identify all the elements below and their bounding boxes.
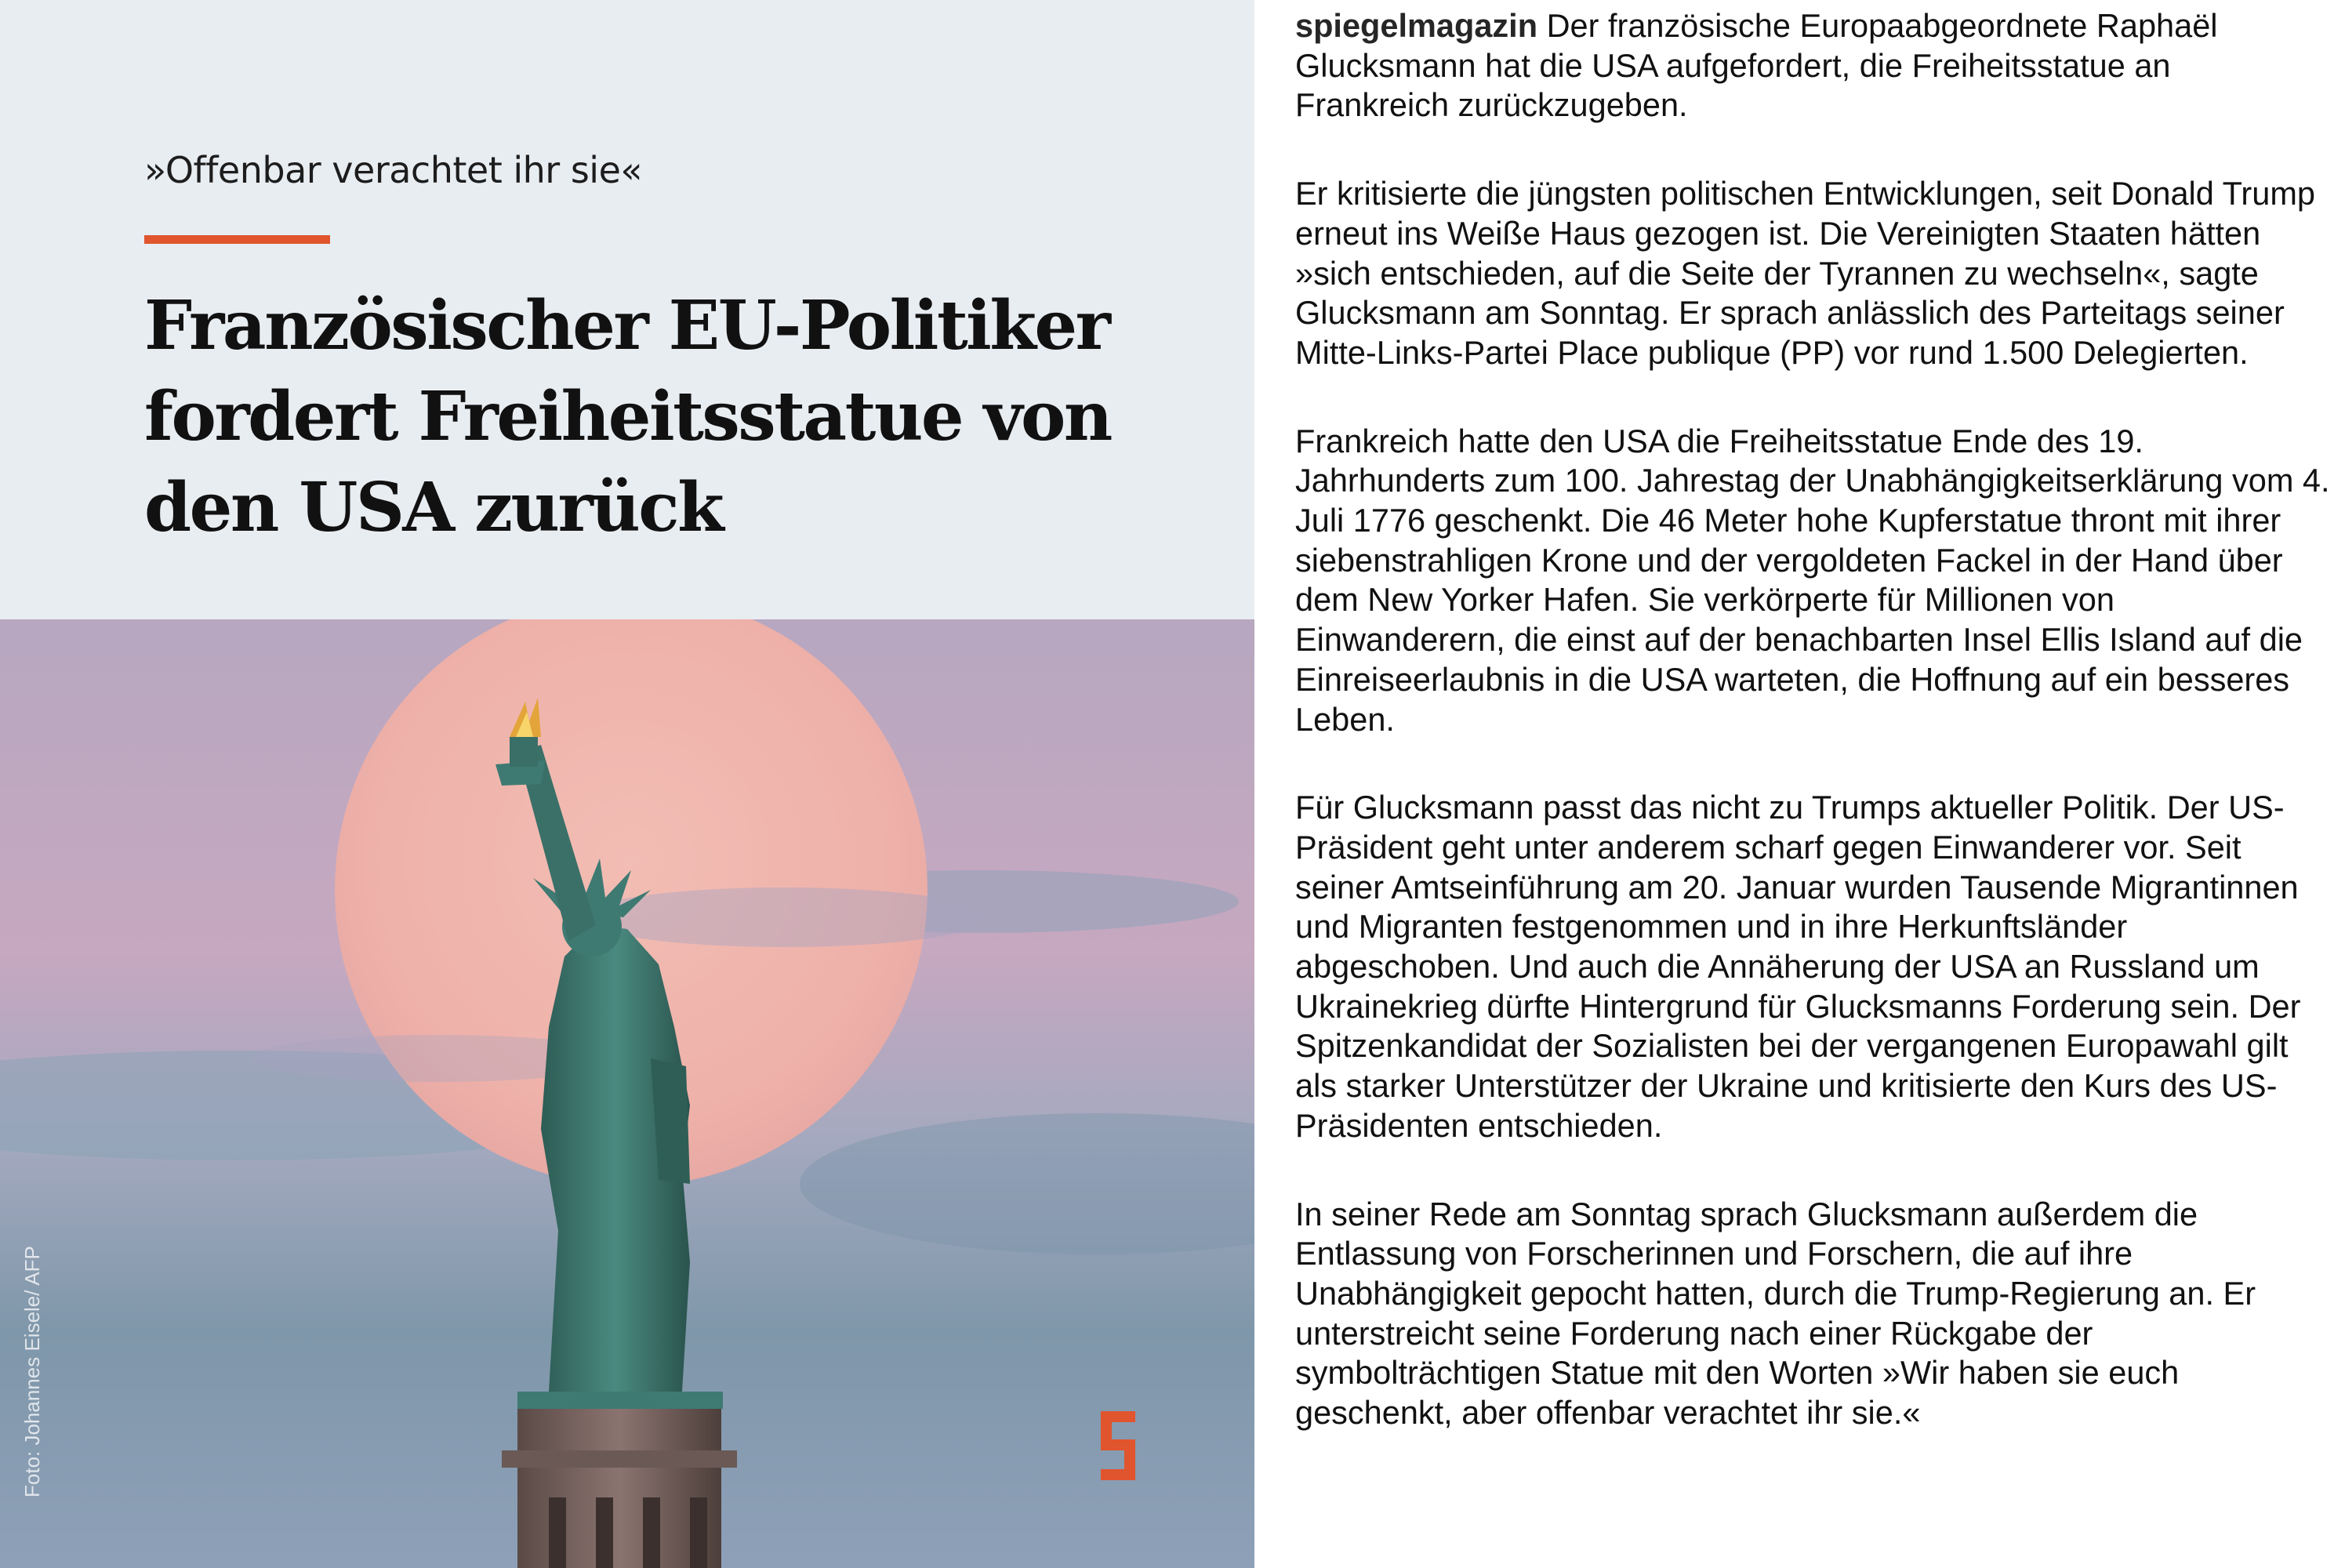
- account-username[interactable]: spiegelmagazin: [1295, 7, 1538, 44]
- spiegel-logo-icon: [1098, 1411, 1138, 1480]
- photo-credit: Foto: Johannes Eisele/ AFP: [20, 1246, 44, 1497]
- post-caption: [1295, 0, 2330, 1482]
- caption-paragraph: Er kritisierte die jüngsten politischen Entwicklungen, seit Donald Trump erneut ins Weiße Haus gezogen ist. Die Vereinigten Staaten hätten »sich entschieden, auf die Seite der Tyrannen zu wechseln«, sagte Glucksmann am Sonntag. Er sprach anlässlich des Parteitags seiner Mitte-Links-Partei Place publique (PP) vor rund 1.500 Delegierten.: [1295, 175, 2315, 371]
- post-headline: Französischer EU-Politiker fordert Freiheitsstatue von den USA zurück: [144, 286, 1111, 547]
- post-kicker: »Offenbar verachtet ihr sie«: [144, 149, 643, 191]
- caption-paragraph: [1295, 0, 2330, 125]
- caption-paragraph: Für Glucksmann passt das nicht zu Trumps aktueller Politik. Der US-Präsident geht unter anderem scharf gegen Einwanderer vor. Seit seiner Amtseinführung am 20. Januar wurden Tausende Migrantinnen und Migranten festgenommen und in ihre Herkunftsländer abgeschoben. Und auch die Annäherung der USA an Russland um Ukrainekrieg dürfte Hintergrund für Glucksmanns Forderung sein. Der Spitzenkandidat der Sozialisten bei der vergangenen Europawahl gilt als starker Unterstützer der Ukraine und kritisierte den Kurs des US-Präsidenten entschieden.: [1295, 789, 2301, 1144]
- caption-paragraph: In seiner Rede am Sonntag sprach Glucksmann außerdem die Entlassung von Forscherinnen und Forschern, die auf ihre Unabhängigkeit gepocht hatten, durch die Trump-Regierung an. Er unterstreicht seine Forderung nach einer Rückgabe der symbolträchtigen Statue mit den Worten »Wir haben sie euch geschenkt, aber offenbar verachtet ihr sie.«: [1295, 1195, 2256, 1432]
- caption-paragraph: Frankreich hatte den USA die Freiheitsstatue Ende des 19. Jahrhunderts zum 100. Jahrestag der Unabhängigkeitserklärung vom 4. Juli 1776 geschenkt. Die 46 Meter hohe Kupferstatue thront mit ihrer siebenstrahligen Krone und der vergoldeten Fackel in der Hand über dem New Yorker Hafen. Sie verkörperte für Millionen von Einwanderern, die einst auf der benachbarten Insel Ellis Island auf die Einreiseerlaubnis in die USA warteten, die Hoffnung auf ein besseres Leben.: [1295, 422, 2330, 738]
- statue-of-liberty-photo: [0, 619, 1254, 1568]
- caption-text: Der französische Europaabgeordnete Raphaël Glucksmann hat die USA aufgefordert, die Freiheitsstatue an Frankreich zurückzugeben.: [1295, 7, 2218, 124]
- accent-divider: [144, 235, 330, 244]
